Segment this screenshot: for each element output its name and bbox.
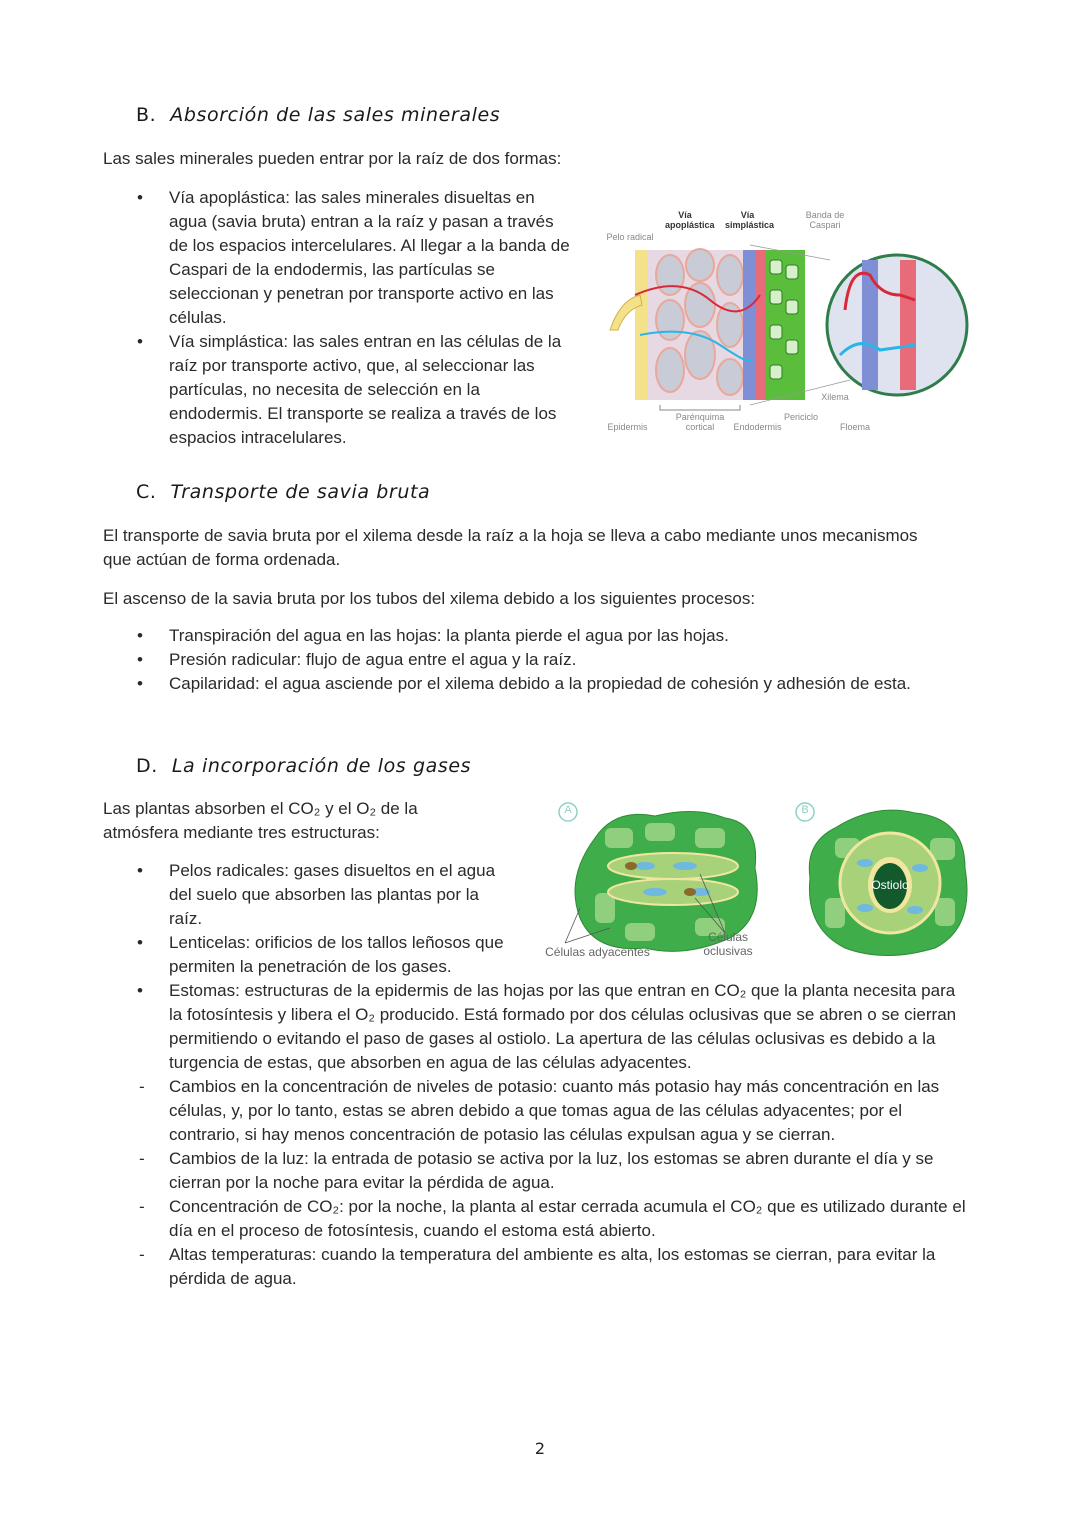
list-item: - Concentración de CO₂: por la noche, la planta al estar cerrada acumula el CO₂ que es utilizado durante el día en el proceso de fotosíntesis, cuando el estoma está abierto. [139, 1197, 966, 1240]
label-floema: Floema [839, 422, 870, 432]
list-item: • Presión radicular: flujo de agua entre el agua y la raíz. [137, 650, 577, 669]
badge-b: B [801, 804, 809, 816]
label-banda-caspari: Banda de Caspari [805, 210, 845, 230]
root-absorption-diagram [600, 205, 980, 440]
stomata-diagram [535, 798, 980, 968]
label-periciclo: Periciclo [783, 412, 818, 422]
section-c-paragraph-1: El transporte de savia bruta por el xilema desde la raíz a la hoja se lleva a cabo mediante unos mecanismos que actúan de forma ordenada. [103, 526, 918, 569]
list-item: • Transpiración del agua en las hojas: la planta pierde el agua por las hojas. [137, 626, 729, 645]
label-endodermis: Endodermis [733, 422, 782, 432]
badge-a: A [564, 804, 572, 816]
section-letter: C. [136, 481, 157, 503]
list-item: • Estomas: estructuras de la epidermis de las hojas por las que entran en CO₂ que la planta necesita para la fotosíntesis y libera el O₂ producido. Está formado por dos células oclusivas que se abren o se cierran permitiendo o evitando el paso de gases al ostiolo. La apertura de las células oclusivas es debido a la turgencia de estas, que absorben en agua de las células adyacentes. [137, 981, 957, 1072]
label-celulas-adyacentes: Células adyacentes [545, 945, 650, 959]
section-b-list [103, 186, 573, 450]
page-number: 2 [534, 1439, 546, 1458]
section-title: La incorporación de los gases [171, 755, 472, 777]
list-item: • Capilaridad: el agua asciende por el xilema debido a la propiedad de cohesión y adhesión de esta. [137, 674, 911, 693]
list-item: - Altas temperaturas: cuando la temperatura del ambiente es alta, los estomas se cierran, para evitar la pérdida de agua. [139, 1245, 936, 1288]
label-pelo-radical: Pelo radical [606, 232, 654, 242]
section-d-intro: Las plantas absorben el CO₂ y el O₂ de la atmósfera mediante tres estructuras: [103, 799, 418, 842]
label-celulas-oclusivas: Células oclusivas [703, 930, 753, 958]
label-xilema: Xilema [821, 392, 849, 402]
label-epidermis: Epidermis [607, 422, 648, 432]
label-via-apoplastica: Vía apoplástica [665, 210, 715, 230]
section-b-heading [136, 104, 500, 126]
label-ostiolo: Ostiolo [871, 878, 909, 892]
section-letter: B. [136, 104, 157, 126]
list-item: - Cambios de la luz: la entrada de potasio se activa por la luz, los estomas se abren durante el día y se cierran por la noche para evitar la pérdida de agua. [139, 1149, 934, 1192]
list-item: • Pelos radicales: gases disueltos en el agua del suelo que absorben las plantas por la raíz. [137, 861, 496, 928]
section-letter: D. [136, 755, 158, 777]
section-c-heading [136, 481, 430, 503]
section-c-list [103, 624, 973, 696]
label-parenquima: Parénquima cortical [675, 412, 725, 432]
section-title: Transporte de savia bruta [170, 481, 431, 503]
section-d-heading [136, 755, 471, 777]
list-item: • Vía simplástica: las sales entran en las células de la raíz por transporte activo, que, al seleccionar las partículas, no necesita de selección en la endodermis. El transporte se realiza a través de los espacios intracelulares. [137, 332, 562, 447]
label-via-simplastica: Vía simplástica [725, 210, 775, 230]
list-item: - Cambios en la concentración de niveles de potasio: cuanto más potasio hay más concentración en las células, y, por lo tanto, estas se abren debido a que tomas agua de las células adyacentes; por el contrario, si hay menos concentración de potasio las células expulsan agua y se cierran. [139, 1077, 940, 1144]
list-item: • Lenticelas: orificios de los tallos leñosos que permiten la penetración de los gases. [137, 933, 504, 976]
section-title: Absorción de las sales minerales [170, 104, 501, 126]
list-item: • Vía apoplástica: las sales minerales disueltas en agua (savia bruta) entran a la raíz y pasan a través de los espacios intercelulares. Al llegar a la banda de Caspari de la endodermis, las partículas se seleccionan y penetran por transporte activo en las células. [137, 188, 570, 327]
section-b-intro: Las sales minerales pueden entrar por la raíz de dos formas: [103, 149, 562, 168]
section-c-paragraph-2: El ascenso de la savia bruta por los tubos del xilema debido a los siguientes procesos: [103, 589, 756, 608]
